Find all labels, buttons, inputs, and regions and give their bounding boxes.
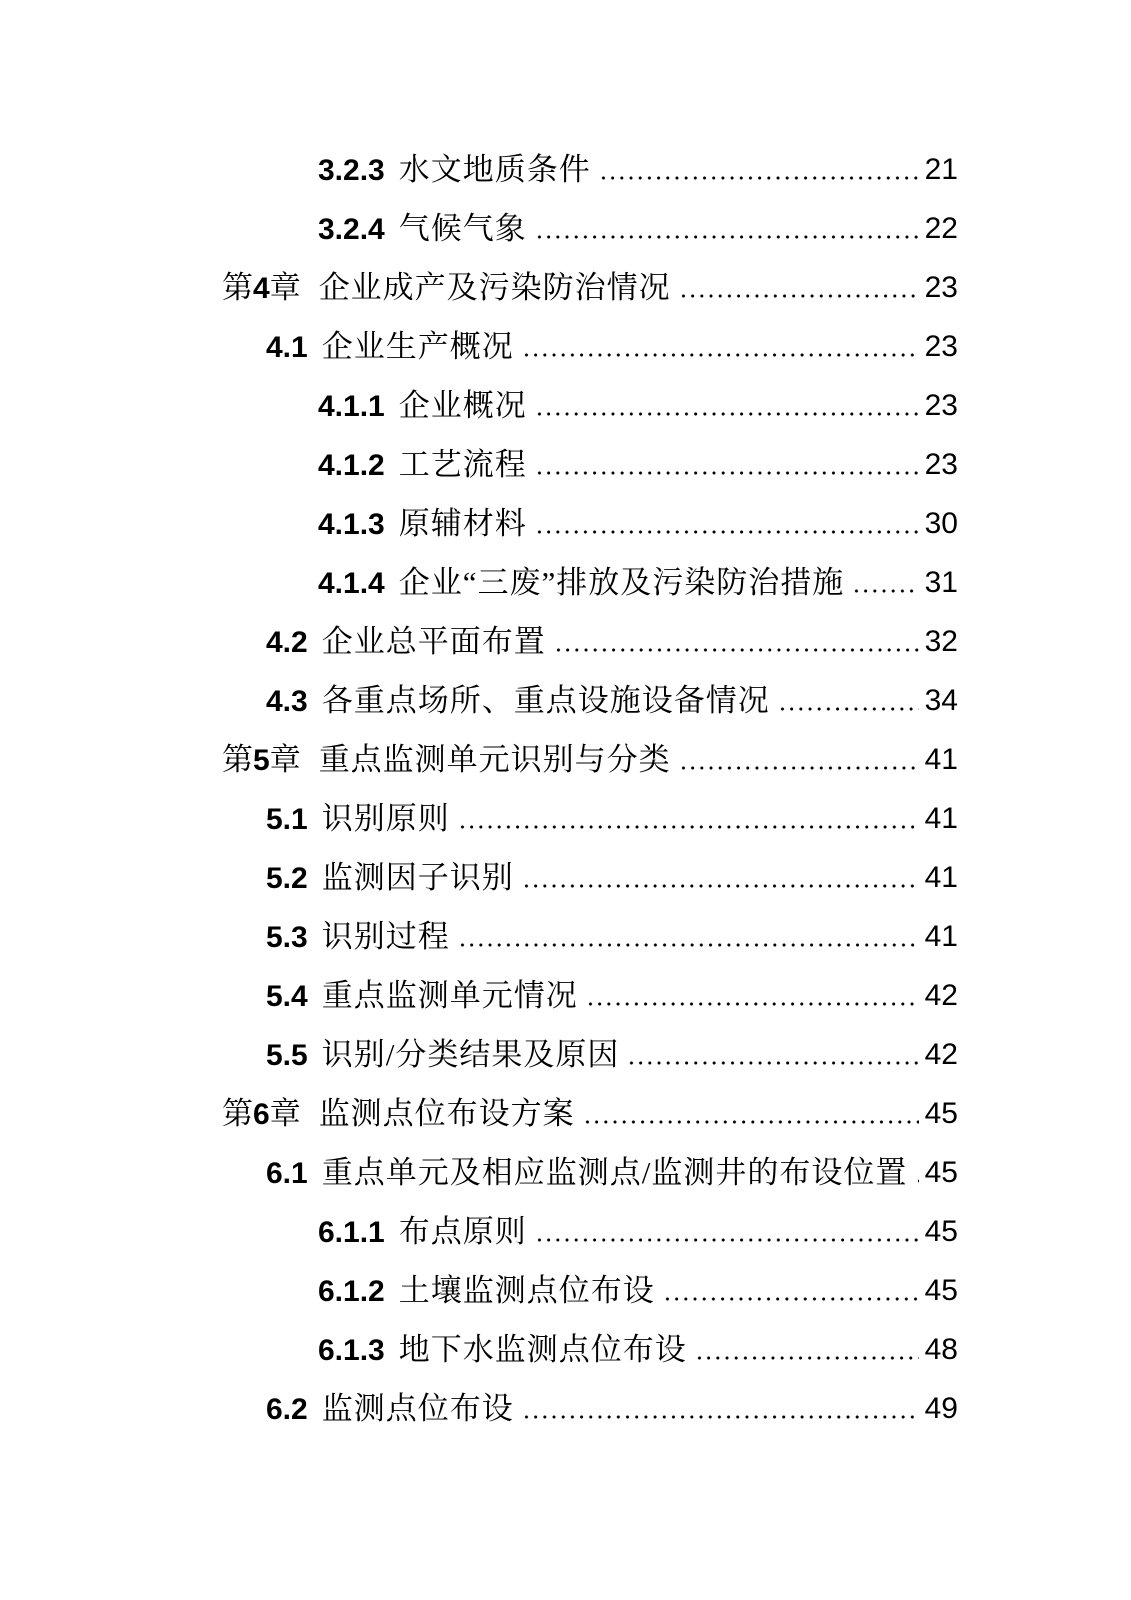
- dot-leader: [522, 848, 919, 907]
- toc-entry-number-group: [266, 921, 308, 953]
- toc-entry-title: 气候气象: [398, 211, 527, 246]
- toc-entry[interactable]: [0, 848, 1131, 907]
- toc-entry-page-number: 21: [924, 152, 958, 186]
- toc-entry-number: 5.2: [266, 861, 308, 895]
- toc-entry-number-group: [318, 449, 385, 481]
- dot-leader: [586, 966, 919, 1025]
- toc-entry[interactable]: [0, 907, 1131, 966]
- toc-entry-title: 识别原则: [321, 801, 450, 836]
- toc-entry-number-group: [318, 390, 385, 422]
- toc-entry-number: 4.1: [266, 330, 308, 364]
- toc-entry-title: 重点监测单元识别与分类: [318, 742, 671, 777]
- toc-entry-page-number: 45: [924, 1214, 958, 1248]
- toc-entry-number-group: [266, 626, 308, 658]
- toc-entry[interactable]: [0, 612, 1131, 671]
- dot-leader: [778, 671, 919, 730]
- dot-leader: [522, 317, 919, 376]
- dot-leader: [554, 612, 919, 671]
- toc-entry-number: 3.2.3: [318, 153, 385, 187]
- dot-leader: [583, 1084, 919, 1143]
- dot-leader: [458, 789, 919, 848]
- dot-leader: [915, 1143, 918, 1202]
- toc-entry[interactable]: [0, 1320, 1131, 1379]
- toc-entry-number: 6.1.3: [318, 1333, 385, 1367]
- toc-entry-number-group: [318, 1275, 385, 1307]
- toc-entry-title: 工艺流程: [398, 447, 527, 482]
- toc-entry-chapter-prefix: 第: [222, 741, 253, 777]
- toc-entry-title: 水文地质条件: [398, 152, 591, 187]
- toc-entry-page-number: 23: [924, 270, 958, 304]
- toc-entry-number: 4.3: [266, 684, 308, 718]
- toc-entry[interactable]: [0, 1261, 1131, 1320]
- toc-entry-title: 重点单元及相应监测点/监测井的布设位置: [321, 1155, 908, 1190]
- toc-entry-page-number: 23: [924, 329, 958, 363]
- toc-entry-chapter-prefix: 第: [222, 1095, 253, 1131]
- toc-entry[interactable]: [0, 435, 1131, 494]
- toc-entry-page-number: 23: [924, 388, 958, 422]
- toc-entry-title: 监测因子识别: [321, 860, 514, 895]
- toc-entry-title: 原辅材料: [398, 506, 527, 541]
- toc-entry-number-group: [318, 154, 385, 186]
- toc-entry-number: 4.1.2: [318, 448, 385, 482]
- toc-entry-page-number: 41: [924, 742, 958, 776]
- toc-entry-chapter-suffix: 章: [269, 741, 301, 777]
- toc-entry-number-group: [266, 1393, 308, 1425]
- toc-entry-number-group: [266, 1157, 308, 1189]
- toc-entry-page-number: 31: [924, 565, 958, 599]
- toc-entry[interactable]: [0, 789, 1131, 848]
- dot-leader: [522, 1379, 919, 1438]
- toc-entry[interactable]: [0, 671, 1131, 730]
- dot-leader: [458, 907, 919, 966]
- toc-entry[interactable]: [0, 1143, 1131, 1202]
- toc-entry-number-group: [222, 741, 301, 777]
- toc-entry[interactable]: [0, 730, 1131, 789]
- dot-leader: [599, 140, 919, 199]
- dot-leader: [535, 1202, 919, 1261]
- toc-entry-title: 地下水监测点位布设: [398, 1332, 687, 1367]
- toc-entry-number-group: [222, 269, 301, 305]
- toc-entry-number-group: [222, 1095, 301, 1131]
- toc-entry-number: 5.3: [266, 920, 308, 954]
- dot-leader: [679, 258, 919, 317]
- toc-entry-number: 6.1: [266, 1156, 308, 1190]
- toc-entry-number: 4: [253, 271, 270, 305]
- toc-entry-number-group: [266, 685, 308, 717]
- toc-entry-number: 5.5: [266, 1038, 308, 1072]
- toc-entry-chapter-suffix: 章: [269, 1095, 301, 1131]
- toc-entry-number-group: [266, 803, 308, 835]
- toc-entry-number-group: [266, 980, 308, 1012]
- toc-entry[interactable]: [0, 494, 1131, 553]
- toc-entry-page-number: 22: [924, 211, 958, 245]
- toc-entry-number-group: [318, 567, 385, 599]
- toc-entry-number: 4.1.3: [318, 507, 385, 541]
- toc-entry-number: 3.2.4: [318, 212, 385, 246]
- toc-entry-number-group: [266, 862, 308, 894]
- toc-entry-number-group: [318, 1334, 385, 1366]
- toc-entry[interactable]: [0, 376, 1131, 435]
- toc-entry-number-group: [318, 213, 385, 245]
- toc-entry-page-number: 41: [924, 919, 958, 953]
- toc-entry-number-group: [266, 1039, 308, 1071]
- toc-entry-title: 各重点场所、重点设施设备情况: [321, 683, 770, 718]
- toc-entry-page-number: 34: [924, 683, 958, 717]
- toc-entry-title: 企业概况: [398, 388, 527, 423]
- dot-leader: [535, 494, 919, 553]
- toc-entry-number: 5.1: [266, 802, 308, 836]
- toc-entry-number-group: [318, 508, 385, 540]
- toc-entry-page-number: 45: [924, 1273, 958, 1307]
- toc-entry-page-number: 41: [924, 860, 958, 894]
- toc-entry-title: 识别过程: [321, 919, 450, 954]
- toc-entry[interactable]: [0, 1084, 1131, 1143]
- toc-entry[interactable]: [0, 258, 1131, 317]
- toc-entry-title: 重点监测单元情况: [321, 978, 578, 1013]
- toc-entry-chapter-prefix: 第: [222, 269, 253, 305]
- toc-entry-title: 土壤监测点位布设: [398, 1273, 655, 1308]
- toc-entry-page-number: 41: [924, 801, 958, 835]
- toc-entry-page-number: 32: [924, 624, 958, 658]
- toc-entry-number-group: [318, 1216, 385, 1248]
- toc-entry-page-number: 42: [924, 978, 958, 1012]
- toc-entry-title: 企业生产概况: [321, 329, 514, 364]
- toc-entry-number: 5: [253, 743, 270, 777]
- toc-entry-title: 监测点位布设: [321, 1391, 514, 1426]
- toc-entry-title: 企业成产及污染防治情况: [318, 270, 671, 305]
- toc-entry-title: 企业总平面布置: [321, 624, 546, 659]
- toc-entry[interactable]: [0, 140, 1131, 199]
- toc-entry-number: 6.1.2: [318, 1274, 385, 1308]
- toc-entry[interactable]: [0, 966, 1131, 1025]
- toc-entry-chapter-suffix: 章: [269, 269, 301, 305]
- toc-entry-number: 4.1.1: [318, 389, 385, 423]
- dot-leader: [627, 1025, 918, 1084]
- toc-entry-number: 6.2: [266, 1392, 308, 1426]
- toc-entry-title: 企业“三废”排放及污染防治措施: [398, 565, 845, 600]
- toc-entry-page-number: 23: [924, 447, 958, 481]
- toc-entry-page-number: 45: [924, 1155, 958, 1189]
- toc-entry[interactable]: [0, 199, 1131, 258]
- toc-entry-number: 6.1.1: [318, 1215, 385, 1249]
- toc-entry-title: 布点原则: [398, 1214, 527, 1249]
- toc-entry-page-number: 30: [924, 506, 958, 540]
- toc-entry[interactable]: [0, 1025, 1131, 1084]
- dot-leader: [852, 553, 918, 612]
- toc-entry[interactable]: [0, 553, 1131, 612]
- toc-entry[interactable]: [0, 1202, 1131, 1261]
- toc-entry-page-number: 42: [924, 1037, 958, 1071]
- toc-entry-title: 识别/分类结果及原因: [321, 1037, 620, 1072]
- dot-leader: [535, 199, 919, 258]
- toc-entry-number: 4.1.4: [318, 566, 385, 600]
- toc-entry-number: 4.2: [266, 625, 308, 659]
- dot-leader: [535, 435, 919, 494]
- toc-entry[interactable]: [0, 1379, 1131, 1438]
- toc-entry-page-number: 49: [924, 1391, 958, 1425]
- dot-leader: [535, 376, 919, 435]
- toc-entry-number: 5.4: [266, 979, 308, 1013]
- toc-list: [0, 140, 1131, 1438]
- toc-entry-page-number: 45: [924, 1096, 958, 1130]
- toc-entry-number-group: [266, 331, 308, 363]
- dot-leader: [663, 1261, 919, 1320]
- toc-entry-title: 监测点位布设方案: [318, 1096, 575, 1131]
- toc-entry-number: 6: [253, 1097, 270, 1131]
- dot-leader: [679, 730, 919, 789]
- toc-entry[interactable]: [0, 317, 1131, 376]
- toc-entry-page-number: 48: [924, 1332, 958, 1366]
- dot-leader: [695, 1320, 919, 1379]
